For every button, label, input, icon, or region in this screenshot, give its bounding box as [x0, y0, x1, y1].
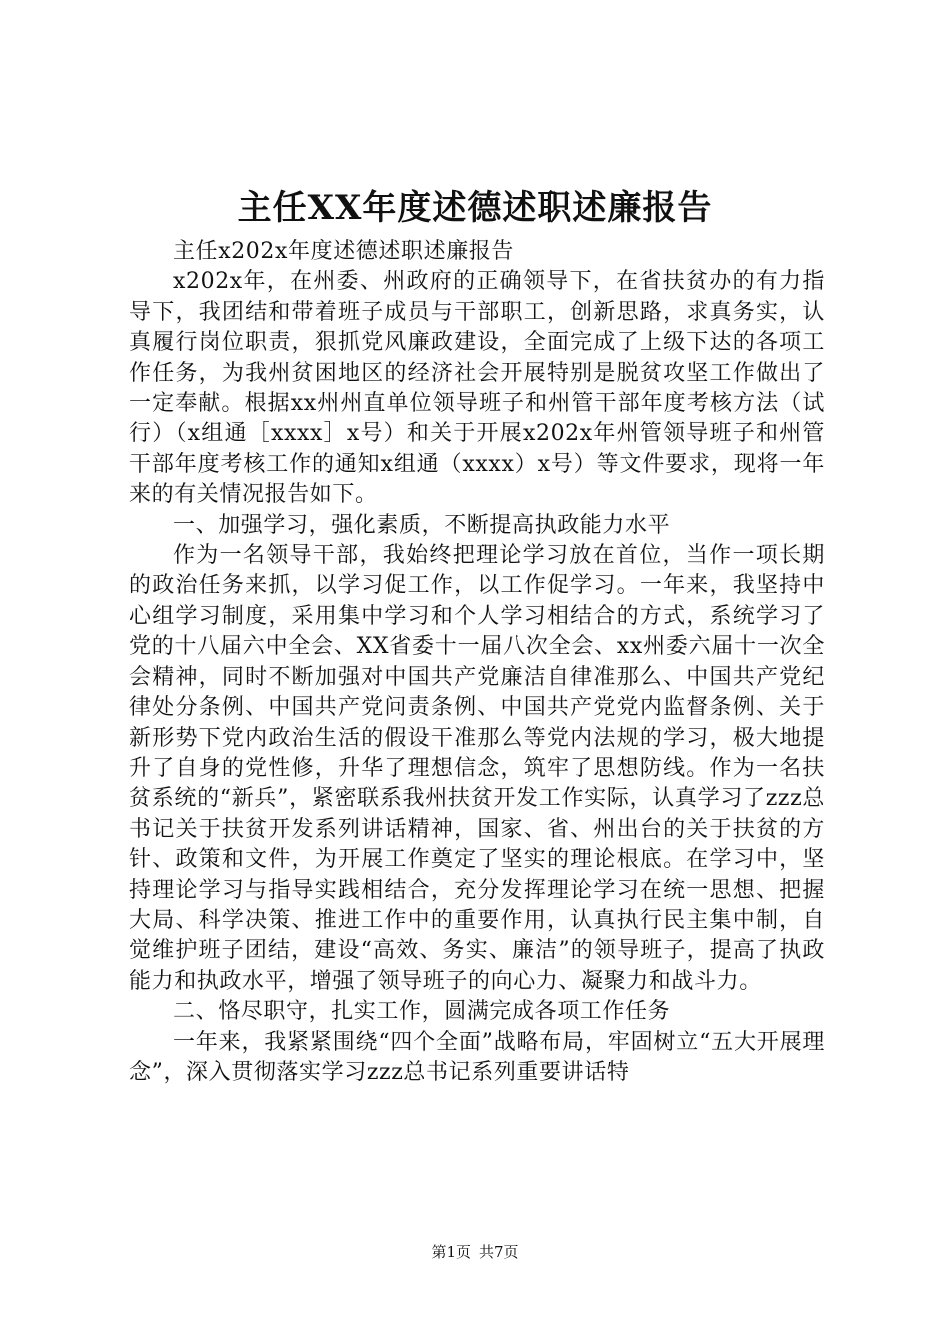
page-footer — [0, 1242, 950, 1262]
document-body — [129, 237, 825, 1088]
subtitle-paragraph: 主任x202x年度述德述职述廉报告 — [173, 239, 515, 264]
document-title: 主任XX年度述德述职述廉报告 — [237, 188, 713, 228]
section-2-paragraph: 一年来，我紧紧围绕“四个全面”战略布局，牢固树立“五大开展理念”，深入贯彻落实学习zzz总书记系列重要讲话特 — [129, 1029, 825, 1085]
section-heading-2: 二、恪尽职守，扎实工作，圆满完成各项工作任务 — [173, 999, 671, 1025]
section-1-paragraph: 作为一名领导干部，我始终把理论学习放在首位，当作一项长期的政治任务来抓，以学习促工作，以工作促学习。一年来，我坚持中心组学习制度，采用集中学习和个人学习相结合的方式，系统学习了党的十八届六中全会、XX省委十一届八次全会、xx州委六届十一次全会精神，同时不断加强对中国共产党廉洁自律准那么、中国共产党纪律处分条例、中国共产党问责条例、中国共产党党内监督条例、关于新形势下党内政治生活的假设干准那么等党内法规的学习，极大地提升了自身的党性修，升华了理想信念，筑牢了思想防线。作为一名扶贫系统的“新兵”，紧密联系我州扶贫开发工作实际，认真学习了zzz总书记关于扶贫开发系列讲话精神，国家、省、州出台的关于扶贫的方针、政策和文件，为开展工作奠定了坚实的理论根底。在学习中，坚持理论学习与指导实践相结合，充分发挥理论学习在统一思想、把握大局、科学决策、推进工作中的重要作用，认真执行民主集中制，自觉维护班子团结，建设“高效、务实、廉洁”的领导班子，提高了执政能力和执政水平，增强了领导班子的向心力、凝聚力和战斗力。 — [129, 543, 825, 994]
page-number: 第1页 — [431, 1243, 471, 1261]
page-total: 共7页 — [479, 1243, 519, 1261]
intro-paragraph: x202x年，在州委、州政府的正确领导下，在省扶贫办的有力指导下，我团结和带着班子成员与干部职工，创新思路，求真务实，认真履行岗位职责，狠抓党风廉政建设，全面完成了上级下达的各项工作任务，为我州贫困地区的经济社会开展特别是脱贫攻坚工作做出了一定奉献。根据xx州州直单位领导班子和州管干部年度考核方法（试行）（x组通［xxxx］x号）和关于开展x202x年州管领导班子和州管干部年度考核工作的通知x组通（xxxx）x号）等文件要求，现将一年来的有关情况报告如下。 — [129, 269, 825, 508]
section-heading-1: 一、加强学习，强化素质，不断提高执政能力水平 — [173, 512, 671, 538]
